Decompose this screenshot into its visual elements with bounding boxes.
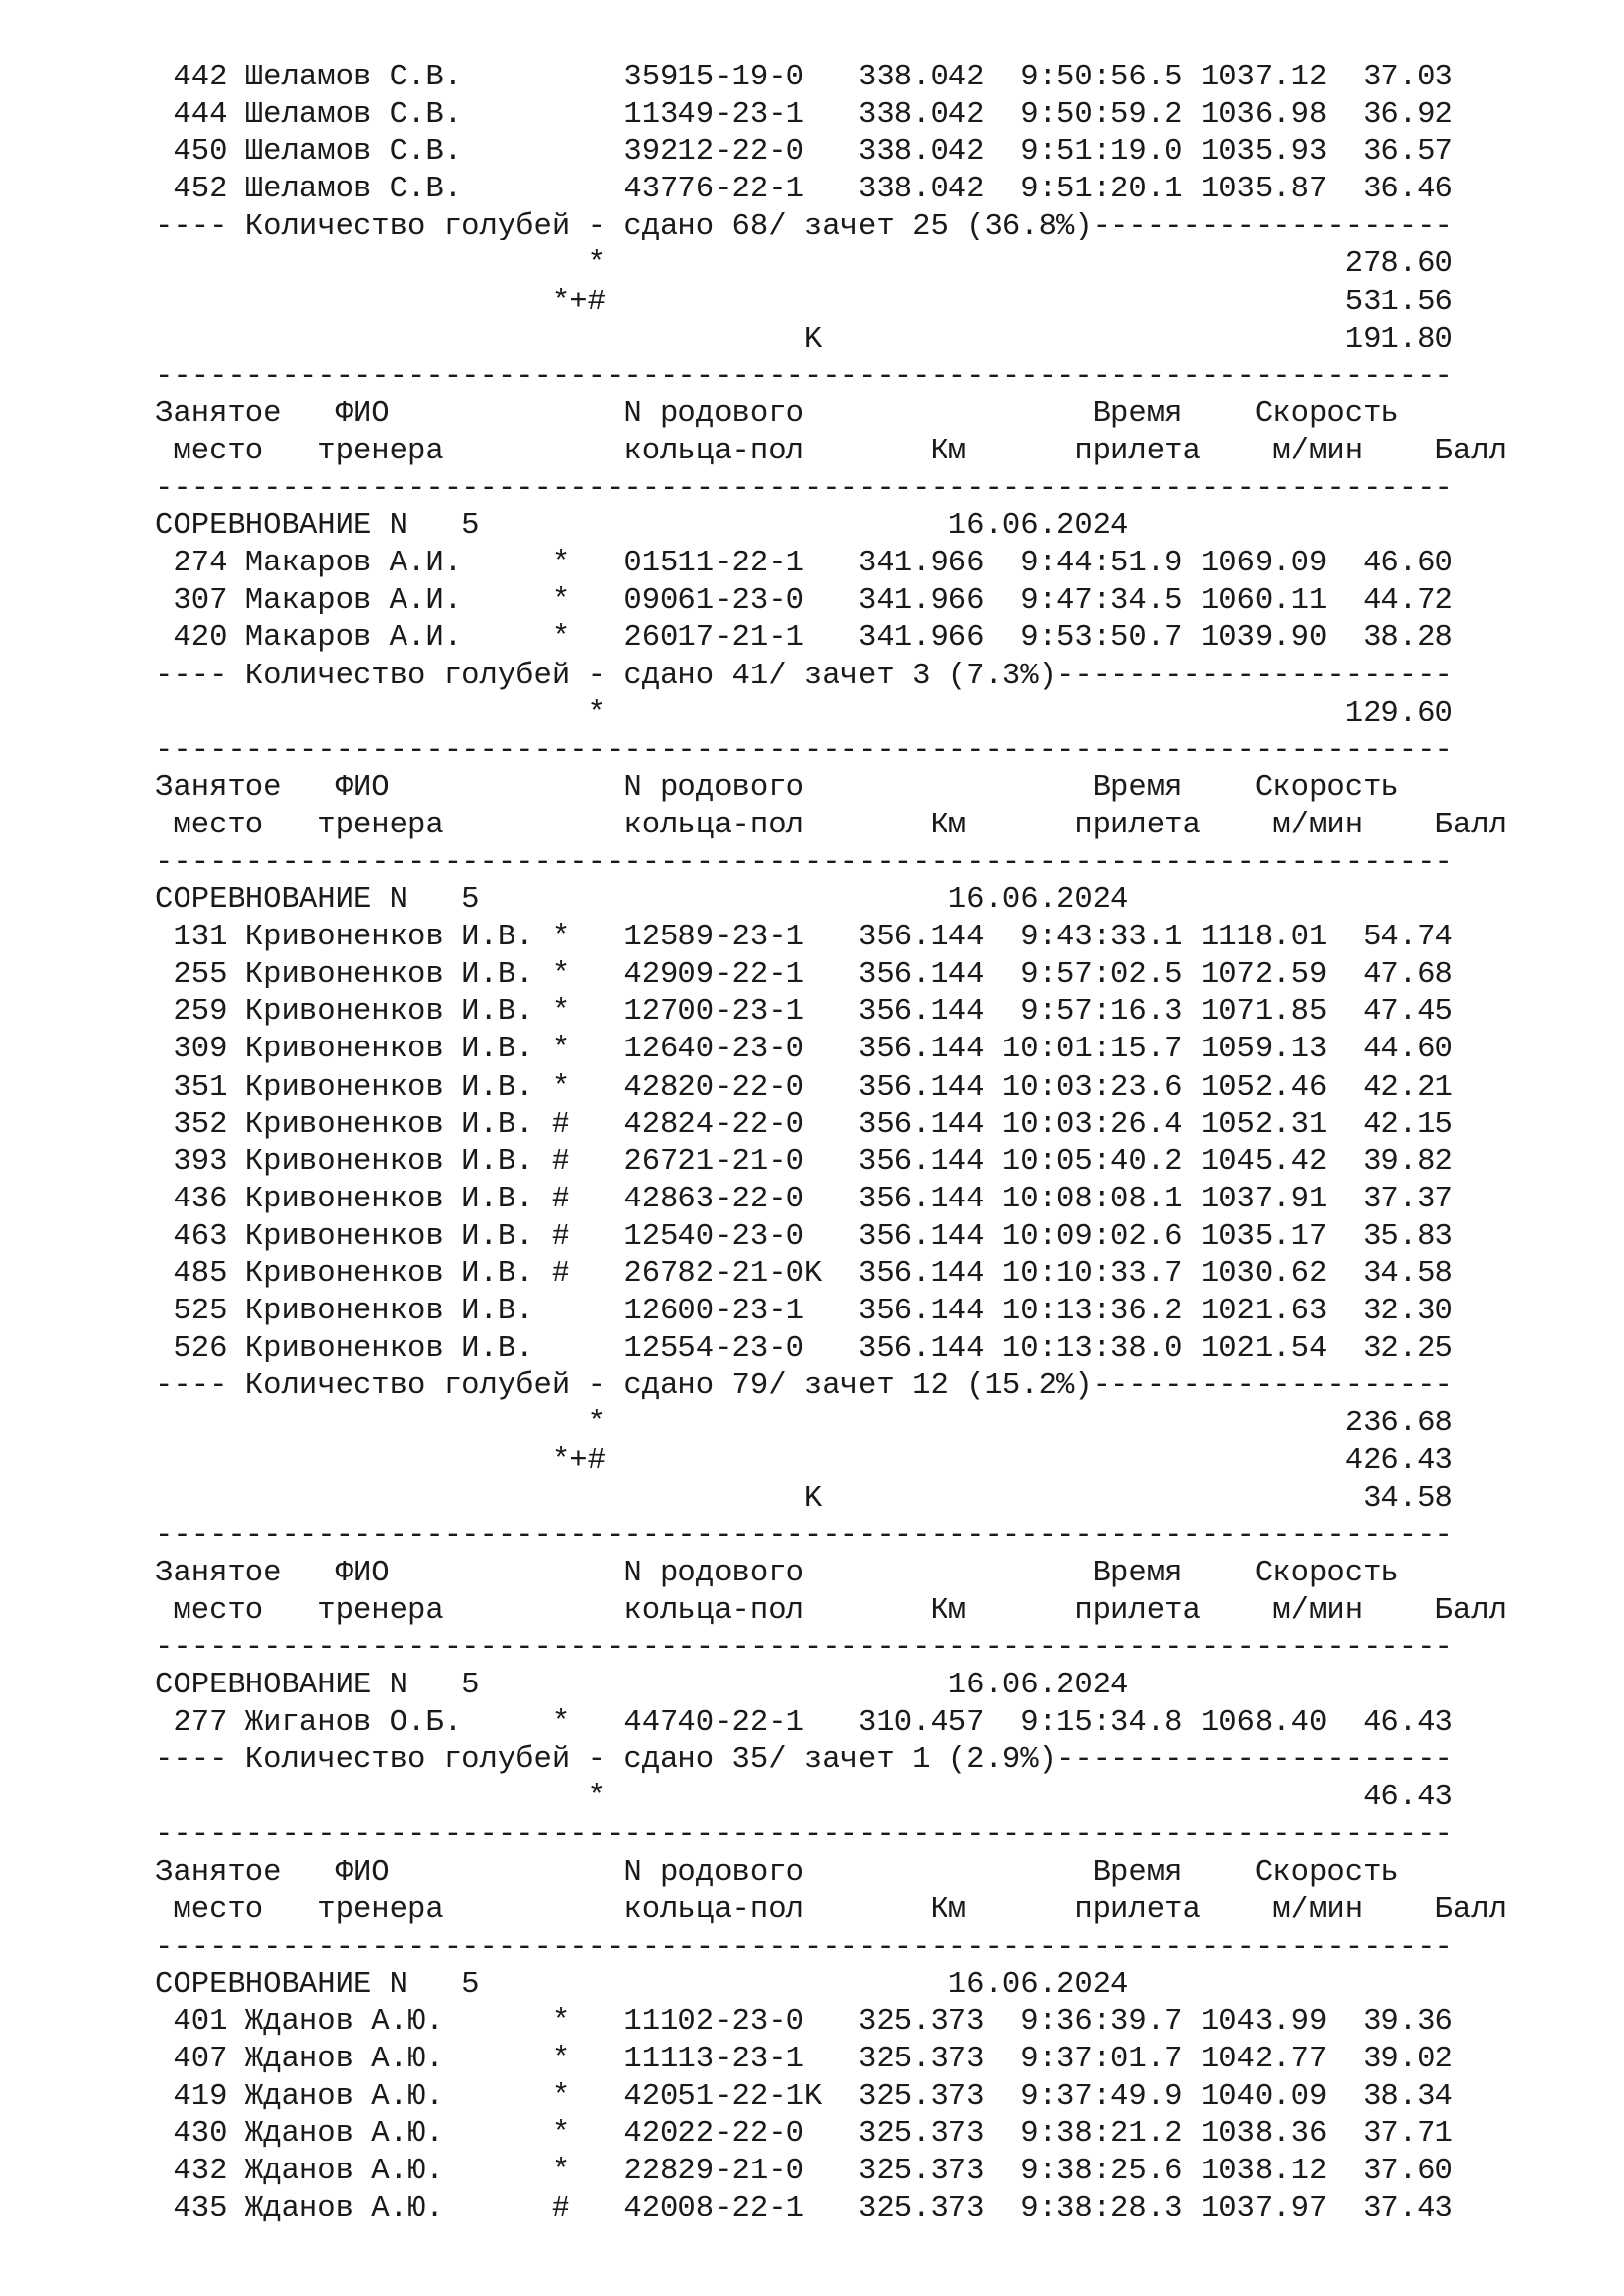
- column-header: Занятое ФИО N родового Время Скорость: [155, 1855, 1399, 1890]
- competition-header: СОРЕВНОВАНИЕ N 5 16.06.2024: [155, 509, 1129, 544]
- result-row: 307 Макаров А.И. * 09061-23-0 341.966 9:47:34.5 1060.11 44.72: [155, 584, 1453, 618]
- points-subtotal: * 129.60: [155, 696, 1453, 730]
- column-header: место тренера кольца-пол Км прилета м/мин Балл: [155, 1593, 1507, 1628]
- competition-header: СОРЕВНОВАНИЕ N 5 16.06.2024: [155, 883, 1129, 918]
- result-row: 309 Кривоненков И.В. * 12640-23-0 356.144 10:01:15.7 1059.13 44.60: [155, 1033, 1453, 1067]
- result-row: 430 Жданов А.Ю. * 42022-22-0 325.373 9:38:21.2 1038.36 37.71: [155, 2117, 1453, 2152]
- column-header: Занятое ФИО N родового Время Скорость: [155, 771, 1399, 805]
- points-subtotal: K 34.58: [155, 1481, 1453, 1516]
- points-subtotal: *+# 531.56: [155, 285, 1453, 319]
- result-row: 259 Кривоненков И.В. * 12700-23-1 356.144 9:57:16.3 1071.85 47.45: [155, 995, 1453, 1030]
- result-row: 274 Макаров А.И. * 01511-22-1 341.966 9:44:51.9 1069.09 46.60: [155, 547, 1453, 581]
- result-row: 525 Кривоненков И.В. 12600-23-1 356.144 10:13:36.2 1021.63 32.30: [155, 1295, 1453, 1329]
- result-row: 131 Кривоненков И.В. * 12589-23-1 356.144 9:43:33.1 1118.01 54.74: [155, 921, 1453, 955]
- result-row: 450 Шеламов С.В. 39212-22-0 338.042 9:51:19.0 1035.93 36.57: [155, 135, 1453, 170]
- result-row: 393 Кривоненков И.В. # 26721-21-0 356.144 10:05:40.2 1045.42 39.82: [155, 1145, 1453, 1179]
- column-header: место тренера кольца-пол Км прилета м/мин Балл: [155, 434, 1507, 468]
- competition-header: СОРЕВНОВАНИЕ N 5 16.06.2024: [155, 1967, 1129, 2002]
- separator-line: ------------------------------------------------------------------------: [155, 1630, 1453, 1665]
- points-subtotal: *+# 426.43: [155, 1444, 1453, 1478]
- pigeon-count-summary: ---- Количество голубей - сдано 68/ зачет 25 (36.8%)--------------------: [155, 210, 1453, 244]
- result-row: 432 Жданов А.Ю. * 22829-21-0 325.373 9:38:25.6 1038.12 37.60: [155, 2155, 1453, 2189]
- column-header: место тренера кольца-пол Км прилета м/мин Балл: [155, 1893, 1507, 1927]
- points-subtotal: K 191.80: [155, 322, 1453, 356]
- pigeon-count-summary: ---- Количество голубей - сдано 79/ зачет 12 (15.2%)--------------------: [155, 1369, 1453, 1404]
- points-subtotal: * 46.43: [155, 1781, 1453, 1815]
- result-row: 485 Кривоненков И.В. # 26782-21-0K 356.144 10:10:33.7 1030.62 34.58: [155, 1257, 1453, 1291]
- result-row: 436 Кривоненков И.В. # 42863-22-0 356.144 10:08:08.1 1037.91 37.37: [155, 1182, 1453, 1216]
- separator-line: ------------------------------------------------------------------------: [155, 845, 1453, 880]
- result-row: 351 Кривоненков И.В. * 42820-22-0 356.144 10:03:23.6 1052.46 42.21: [155, 1070, 1453, 1104]
- points-subtotal: * 278.60: [155, 247, 1453, 282]
- column-header: Занятое ФИО N родового Время Скорость: [155, 397, 1399, 431]
- result-row: 419 Жданов А.Ю. * 42051-22-1K 325.373 9:37:49.9 1040.09 38.34: [155, 2080, 1453, 2114]
- separator-line: ------------------------------------------------------------------------: [155, 1519, 1453, 1553]
- pigeon-count-summary: ---- Количество голубей - сдано 35/ зачет 1 (2.9%)----------------------: [155, 1743, 1453, 1778]
- column-header: место тренера кольца-пол Км прилета м/мин Балл: [155, 808, 1507, 842]
- separator-line: ------------------------------------------------------------------------: [155, 1818, 1453, 1852]
- result-row: 420 Макаров А.И. * 26017-21-1 341.966 9:53:50.7 1039.90 38.28: [155, 621, 1453, 656]
- result-row: 442 Шеламов С.В. 35915-19-0 338.042 9:50:56.5 1037.12 37.03: [155, 61, 1453, 94]
- pigeon-count-summary: ---- Количество голубей - сдано 41/ зачет 3 (7.3%)----------------------: [155, 659, 1453, 693]
- separator-line: ------------------------------------------------------------------------: [155, 359, 1453, 394]
- result-row: 255 Кривоненков И.В. * 42909-22-1 356.144 9:57:02.5 1072.59 47.68: [155, 958, 1453, 992]
- result-row: 407 Жданов А.Ю. * 11113-23-1 325.373 9:37:01.7 1042.77 39.02: [155, 2042, 1453, 2076]
- result-row: 435 Жданов А.Ю. # 42008-22-1 325.373 9:38:28.3 1037.97 37.43: [155, 2192, 1453, 2226]
- result-row: 526 Кривоненков И.В. 12554-23-0 356.144 10:13:38.0 1021.54 32.25: [155, 1332, 1453, 1366]
- result-row: 463 Кривоненков И.В. # 12540-23-0 356.144 10:09:02.6 1035.17 35.83: [155, 1219, 1453, 1254]
- result-row: 352 Кривоненков И.В. # 42824-22-0 356.144 10:03:26.4 1052.31 42.15: [155, 1107, 1453, 1142]
- result-row: 277 Жиганов О.Б. * 44740-22-1 310.457 9:15:34.8 1068.40 46.43: [155, 1706, 1453, 1740]
- results-document: [155, 59, 1589, 2227]
- separator-line: ------------------------------------------------------------------------: [155, 472, 1453, 507]
- result-row: 401 Жданов А.Ю. * 11102-23-0 325.373 9:36:39.7 1043.99 39.36: [155, 2004, 1453, 2039]
- separator-line: ------------------------------------------------------------------------: [155, 1930, 1453, 1964]
- points-subtotal: * 236.68: [155, 1407, 1453, 1441]
- column-header: Занятое ФИО N родового Время Скорость: [155, 1556, 1399, 1590]
- competition-header: СОРЕВНОВАНИЕ N 5 16.06.2024: [155, 1669, 1129, 1703]
- result-row: 444 Шеламов С.В. 11349-23-1 338.042 9:50:59.2 1036.98 36.92: [155, 98, 1453, 133]
- result-row: 452 Шеламов С.В. 43776-22-1 338.042 9:51:20.1 1035.87 36.46: [155, 173, 1453, 207]
- separator-line: ------------------------------------------------------------------------: [155, 733, 1453, 768]
